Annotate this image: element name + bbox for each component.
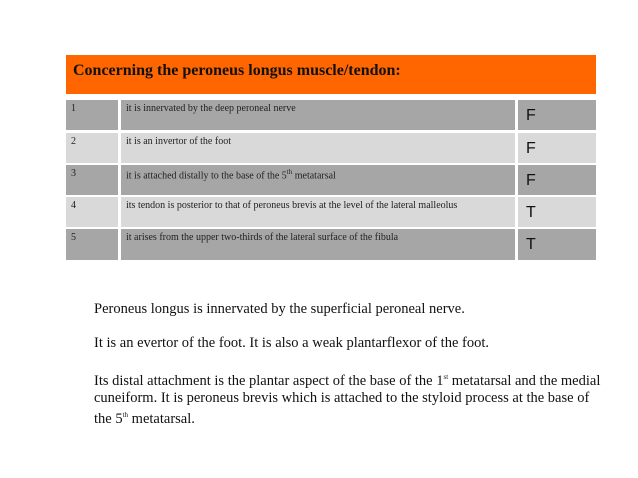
row-answer: F — [526, 140, 536, 157]
row-answer: T — [526, 236, 536, 253]
row-number: 4 — [71, 200, 76, 211]
explanation-notes — [80, 301, 610, 445]
row-number: 2 — [71, 136, 76, 147]
table-row — [66, 229, 596, 260]
question-header — [66, 55, 596, 94]
row-answer: T — [526, 204, 536, 221]
table-row — [66, 197, 596, 227]
table-row — [66, 165, 596, 195]
row-statement: it is attached distally to the base of the 5th metatarsal — [126, 168, 336, 182]
question-title: Concerning the peroneus longus muscle/tendon: — [73, 62, 401, 79]
note-innervation: Peroneus longus is innervated by the superficial peroneal nerve. — [94, 301, 465, 317]
table-row — [66, 133, 596, 163]
row-answer: F — [526, 172, 536, 189]
note-action: It is an evertor of the foot. It is also a weak plantarflexor of the foot. — [94, 335, 489, 351]
row-statement: its tendon is posterior to that of peroneus brevis at the level of the lateral malleolus — [126, 200, 458, 211]
row-number: 1 — [71, 103, 76, 114]
row-number: 3 — [71, 168, 76, 179]
row-statement: it is innervated by the deep peroneal nerve — [126, 103, 296, 114]
row-statement: it is an invertor of the foot — [126, 136, 231, 147]
note-attachment: Its distal attachment is the plantar aspect of the base of the 1st metatarsal and the medial cuneiform. It is peroneus brevis which is attached to the styloid process at the base of the 5th metatarsal. — [94, 372, 601, 427]
row-answer: F — [526, 107, 536, 124]
table-row — [66, 100, 596, 130]
row-number: 5 — [71, 232, 76, 243]
row-statement: it arises from the upper two-thirds of the lateral surface of the fibula — [126, 232, 399, 243]
